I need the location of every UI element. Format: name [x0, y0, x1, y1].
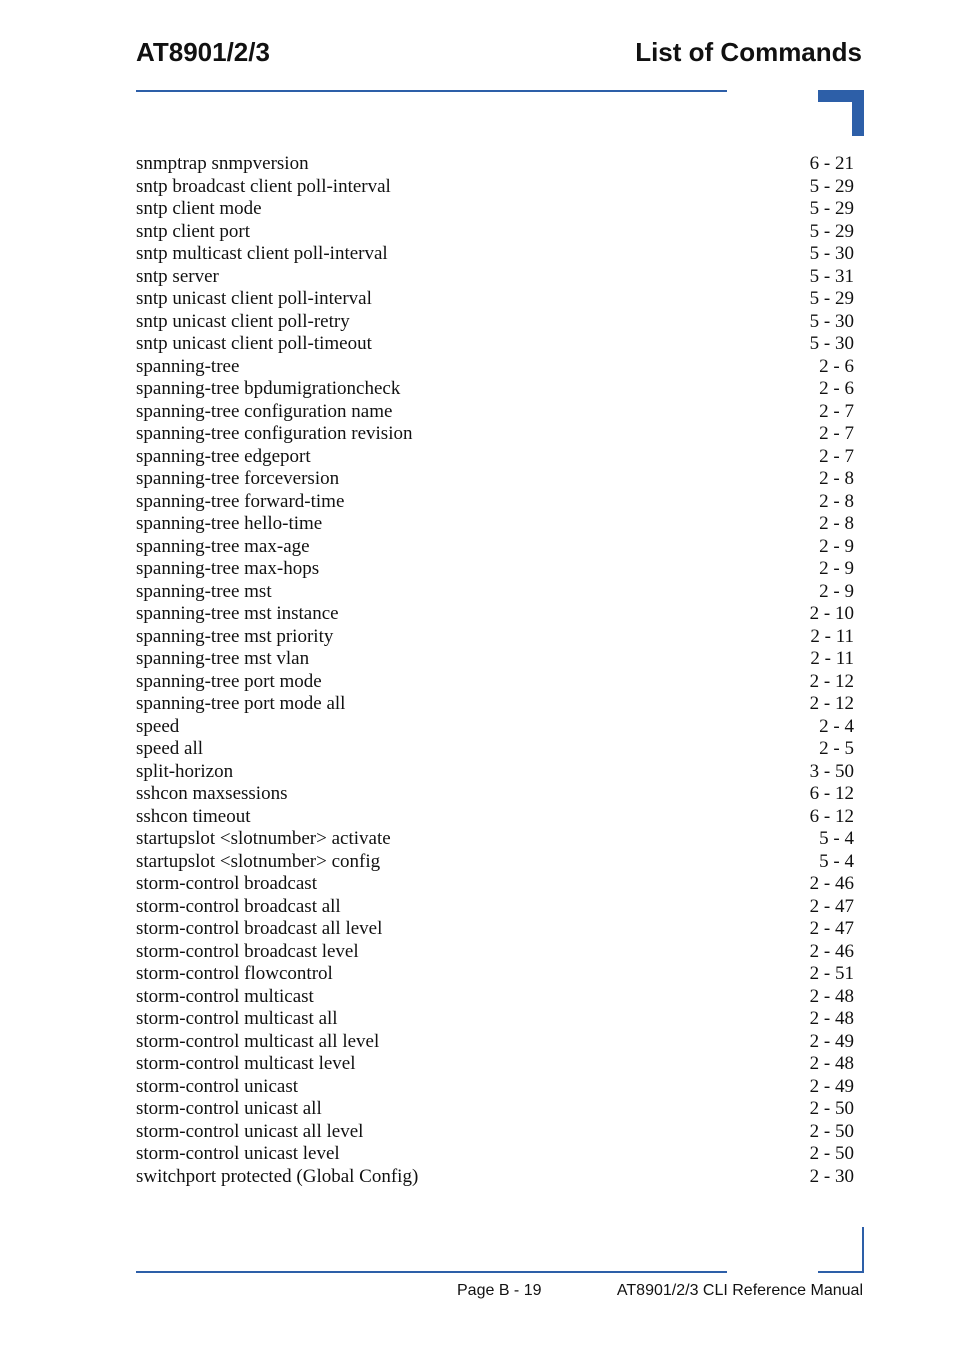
command-index-list — [136, 153, 854, 1188]
list-item — [136, 963, 854, 986]
command-name: storm-control multicast all — [136, 1008, 338, 1029]
command-name: sntp multicast client poll-interval — [136, 243, 388, 264]
list-item — [136, 1076, 854, 1099]
list-item — [136, 176, 854, 199]
command-name: spanning-tree configuration name — [136, 400, 393, 422]
command-page-ref: 2 - 8 — [819, 513, 854, 534]
command-name: spanning-tree mst instance — [136, 603, 339, 624]
command-page-ref: 2 - 7 — [819, 423, 854, 444]
command-page-ref: 6 - 12 — [809, 783, 854, 804]
command-page-ref: 2 - 46 — [809, 940, 854, 962]
command-page-ref: 5 - 29 — [809, 175, 854, 197]
list-item — [136, 1098, 854, 1121]
command-page-ref: 2 - 49 — [809, 1075, 854, 1097]
list-item — [136, 828, 854, 851]
command-name: storm-control multicast — [136, 985, 314, 1007]
command-name: sntp server — [136, 265, 219, 287]
document-title: AT8901/2/3 — [136, 37, 270, 67]
command-page-ref: 5 - 29 — [809, 198, 854, 219]
command-name: spanning-tree max-hops — [136, 558, 320, 579]
command-page-ref: 5 - 30 — [809, 243, 854, 264]
command-page-ref: 2 - 5 — [819, 738, 854, 759]
command-name: storm-control multicast level — [136, 1053, 356, 1074]
command-page-ref: 2 - 46 — [809, 873, 854, 894]
command-page-ref: 2 - 4 — [819, 715, 854, 737]
list-item — [136, 693, 854, 716]
list-item — [136, 221, 854, 244]
command-page-ref: 2 - 11 — [810, 648, 854, 669]
command-page-ref: 5 - 4 — [819, 828, 854, 849]
list-item — [136, 311, 854, 334]
command-page-ref: 2 - 47 — [809, 895, 854, 917]
list-item — [136, 941, 854, 964]
command-page-ref: 5 - 29 — [809, 220, 854, 242]
command-name: spanning-tree port mode all — [136, 693, 346, 714]
command-page-ref: 2 - 50 — [809, 1143, 854, 1164]
list-item — [136, 423, 854, 446]
list-item — [136, 1121, 854, 1144]
command-page-ref: 2 - 9 — [819, 580, 854, 602]
command-page-ref: 2 - 47 — [809, 918, 854, 939]
header-rule — [136, 90, 727, 92]
command-name: startupslot <slotnumber> activate — [136, 828, 391, 849]
command-name: spanning-tree edgeport — [136, 445, 311, 467]
command-name: spanning-tree forward-time — [136, 490, 345, 512]
list-item — [136, 333, 854, 356]
command-name: storm-control broadcast all level — [136, 918, 383, 939]
command-name: speed all — [136, 738, 204, 759]
command-name: spanning-tree mst priority — [136, 625, 334, 647]
command-name: sntp unicast client poll-timeout — [136, 333, 372, 354]
command-name: storm-control broadcast all — [136, 895, 341, 917]
command-name: storm-control flowcontrol — [136, 963, 333, 984]
command-page-ref: 5 - 30 — [809, 333, 854, 354]
list-item — [136, 1031, 854, 1054]
list-item — [136, 288, 854, 311]
list-item — [136, 581, 854, 604]
list-item — [136, 356, 854, 379]
footer-corner-line-vertical — [862, 1227, 864, 1273]
list-item — [136, 243, 854, 266]
command-name: sntp client port — [136, 220, 250, 242]
command-name: sshcon timeout — [136, 805, 251, 827]
command-name: speed — [136, 715, 180, 737]
list-item — [136, 603, 854, 626]
list-item — [136, 378, 854, 401]
command-page-ref: 2 - 9 — [819, 535, 854, 557]
page-number: Page B - 19 — [457, 1282, 542, 1299]
command-name: sshcon maxsessions — [136, 783, 288, 804]
command-page-ref: 5 - 4 — [819, 850, 854, 872]
command-name: spanning-tree hello-time — [136, 513, 323, 534]
list-item — [136, 1166, 854, 1189]
command-page-ref: 6 - 21 — [809, 153, 854, 174]
list-item — [136, 626, 854, 649]
command-name: spanning-tree bpdumigrationcheck — [136, 378, 401, 399]
command-name: spanning-tree port mode — [136, 670, 322, 692]
command-name: sntp client mode — [136, 198, 262, 219]
list-item — [136, 266, 854, 289]
command-page-ref: 2 - 48 — [809, 1053, 854, 1074]
command-page-ref: 2 - 12 — [809, 693, 854, 714]
command-page-ref: 5 - 29 — [809, 288, 854, 309]
list-item — [136, 918, 854, 941]
command-name: spanning-tree max-age — [136, 535, 310, 557]
command-name: sntp broadcast client poll-interval — [136, 175, 391, 197]
command-page-ref: 3 - 50 — [809, 760, 854, 782]
list-item — [136, 648, 854, 671]
command-name: storm-control broadcast level — [136, 940, 359, 962]
list-item — [136, 1143, 854, 1166]
command-page-ref: 5 - 31 — [809, 265, 854, 287]
command-page-ref: 2 - 48 — [809, 985, 854, 1007]
header-corner-bar-vertical — [852, 90, 864, 136]
command-page-ref: 2 - 6 — [819, 355, 854, 377]
list-item — [136, 536, 854, 559]
command-page-ref: 6 - 12 — [809, 805, 854, 827]
command-name: startupslot <slotnumber> config — [136, 850, 381, 872]
list-item — [136, 1053, 854, 1076]
manual-title: AT8901/2/3 CLI Reference Manual — [616, 1282, 863, 1299]
list-item — [136, 468, 854, 491]
list-item — [136, 671, 854, 694]
list-item — [136, 513, 854, 536]
command-page-ref: 2 - 51 — [809, 963, 854, 984]
command-page-ref: 2 - 8 — [819, 490, 854, 512]
section-title: List of Commands — [635, 37, 862, 67]
command-page-ref: 2 - 49 — [809, 1030, 854, 1052]
command-page-ref: 2 - 11 — [810, 625, 854, 647]
command-name: storm-control broadcast — [136, 873, 317, 894]
list-item — [136, 198, 854, 221]
list-item — [136, 491, 854, 514]
command-page-ref: 2 - 8 — [819, 468, 854, 489]
list-item — [136, 986, 854, 1009]
list-item — [136, 851, 854, 874]
command-page-ref: 2 - 9 — [819, 558, 854, 579]
footer-rule — [136, 1271, 727, 1273]
command-name: spanning-tree mst vlan — [136, 648, 310, 669]
command-name: spanning-tree mst — [136, 580, 272, 602]
list-item — [136, 873, 854, 896]
list-item — [136, 446, 854, 469]
command-name: spanning-tree forceversion — [136, 468, 340, 489]
command-name: storm-control unicast all level — [136, 1120, 364, 1142]
command-name: storm-control unicast — [136, 1075, 298, 1097]
list-item — [136, 761, 854, 784]
list-item — [136, 558, 854, 581]
list-item — [136, 1008, 854, 1031]
command-page-ref: 2 - 7 — [819, 400, 854, 422]
command-page-ref: 2 - 6 — [819, 378, 854, 399]
list-item — [136, 896, 854, 919]
list-item — [136, 738, 854, 761]
command-page-ref: 5 - 30 — [809, 310, 854, 332]
command-name: storm-control multicast all level — [136, 1030, 380, 1052]
list-item — [136, 806, 854, 829]
command-page-ref: 2 - 12 — [809, 670, 854, 692]
command-name: sntp unicast client poll-interval — [136, 288, 372, 309]
list-item — [136, 401, 854, 424]
list-item — [136, 153, 854, 176]
command-name: sntp unicast client poll-retry — [136, 310, 350, 332]
command-name: spanning-tree configuration revision — [136, 423, 413, 444]
header-corner-mark — [818, 90, 864, 136]
command-page-ref: 2 - 30 — [809, 1165, 854, 1187]
footer-corner-line-horizontal — [818, 1271, 864, 1273]
command-name: snmptrap snmpversion — [136, 153, 309, 174]
list-item — [136, 783, 854, 806]
command-name: split-horizon — [136, 760, 234, 782]
command-name: spanning-tree — [136, 355, 240, 377]
command-page-ref: 2 - 10 — [809, 603, 854, 624]
command-name: storm-control unicast all — [136, 1098, 322, 1119]
list-item — [136, 716, 854, 739]
command-page-ref: 2 - 48 — [809, 1008, 854, 1029]
command-page-ref: 2 - 7 — [819, 445, 854, 467]
command-page-ref: 2 - 50 — [809, 1120, 854, 1142]
command-name: switchport protected (Global Config) — [136, 1165, 419, 1187]
command-page-ref: 2 - 50 — [809, 1098, 854, 1119]
command-name: storm-control unicast level — [136, 1143, 340, 1164]
